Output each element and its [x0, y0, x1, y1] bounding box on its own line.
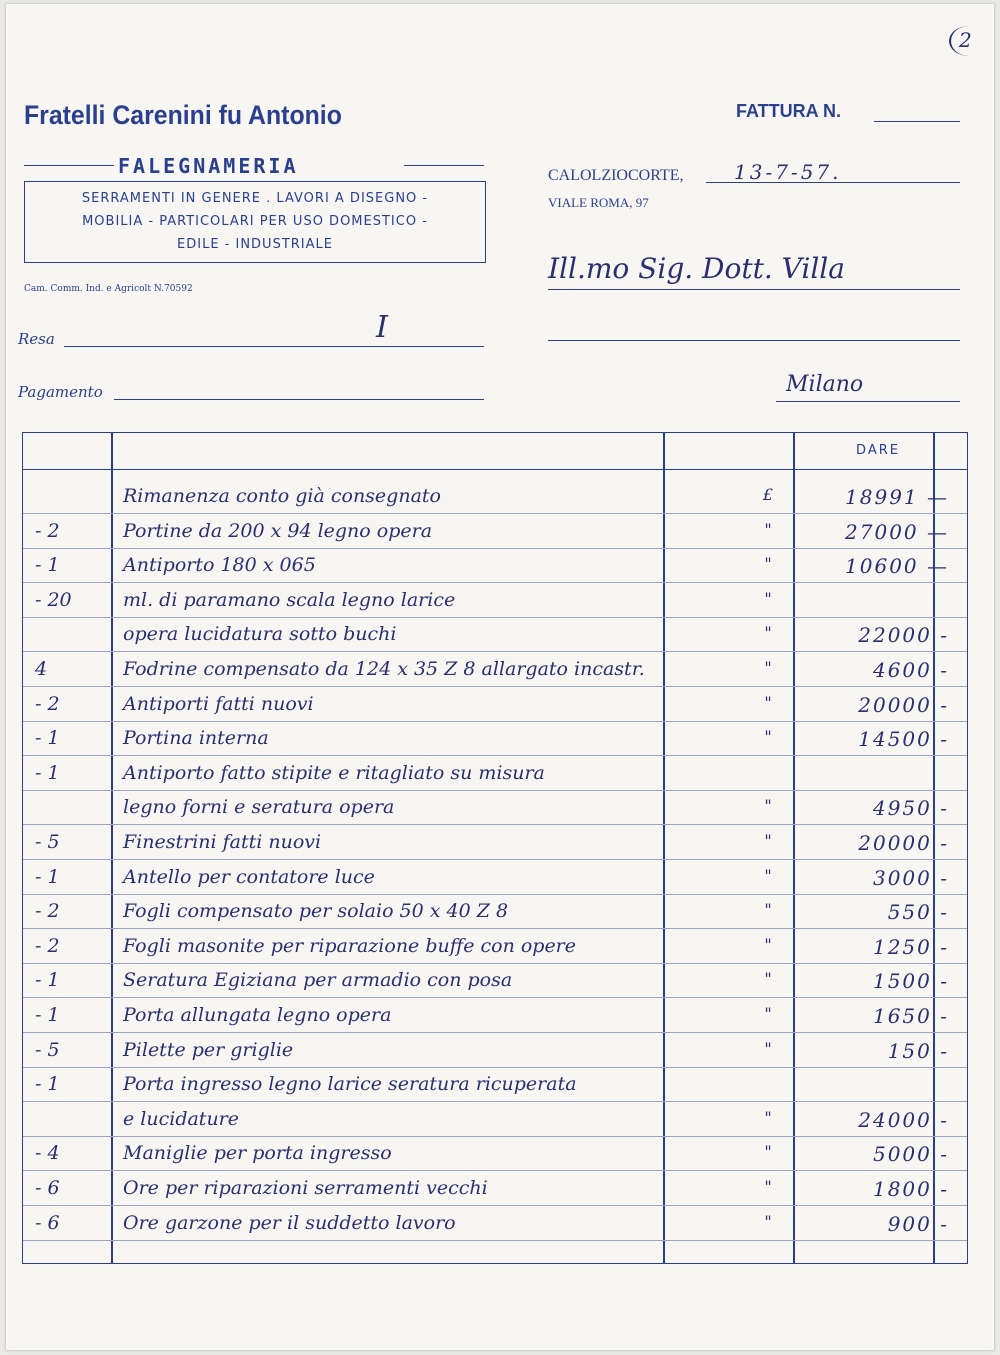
row-quantity: - 4: [35, 1142, 60, 1165]
table-row: [23, 1002, 967, 1036]
resa-value: I: [376, 310, 388, 345]
addressee: Ill.mo Sig. Dott. Villa: [548, 252, 845, 285]
row-rule: [23, 548, 967, 549]
row-quantity: - 5: [35, 831, 60, 853]
row-quantity: - 2: [35, 934, 60, 957]
row-amount: 20000 -: [858, 692, 949, 717]
row-description: Pilette per griglie: [123, 1038, 294, 1061]
table-row: [23, 1106, 967, 1140]
table-row: [23, 829, 967, 863]
row-rule: [23, 1205, 967, 1206]
table-row: [23, 794, 967, 828]
services-line: EDILE - INDUSTRIALE: [177, 237, 333, 252]
row-currency: ": [764, 623, 772, 643]
row-quantity: - 1: [35, 1004, 60, 1026]
row-rule: [23, 790, 967, 791]
row-amount: 20000 -: [858, 831, 949, 855]
row-description: Antiporto fatto stipite e ritagliato su misura: [123, 761, 545, 784]
table-row: [23, 552, 967, 586]
table-row: [23, 933, 967, 967]
services-line: MOBILIA - PARTICOLARI PER USO DOMESTICO -: [82, 214, 428, 229]
row-currency: ": [764, 1142, 772, 1162]
row-quantity: - 1: [35, 554, 60, 577]
row-rule: [23, 582, 967, 583]
row-quantity: - 6: [35, 1177, 60, 1199]
row-description: Porta allungata legno opera: [123, 1004, 392, 1026]
row-amount: 150 -: [887, 1038, 949, 1063]
table-row: [23, 1175, 967, 1209]
row-rule: [23, 651, 967, 652]
row-description: Antiporti fatti nuovi: [123, 692, 314, 715]
row-description: Antiporto 180 x 065: [123, 554, 316, 577]
row-amount: 4600 -: [872, 658, 949, 682]
row-description: Ore per riparazioni serramenti vecchi: [123, 1177, 488, 1199]
row-currency: ": [764, 519, 772, 539]
row-rule: [23, 686, 967, 687]
row-currency: ": [764, 1107, 772, 1127]
row-amount: 550 -: [887, 900, 949, 925]
table-row: [23, 691, 967, 725]
row-amount: 3000 -: [872, 865, 949, 890]
row-description: Maniglie per porta ingresso: [123, 1142, 392, 1165]
row-rule: [23, 1170, 967, 1171]
row-rule: [23, 894, 967, 895]
invoice-date: 13-7-57.: [734, 160, 842, 184]
row-description: Ore garzone per il suddetto lavoro: [123, 1211, 456, 1234]
row-amount: 27000 —: [845, 519, 949, 544]
row-description: Fodrine compensato da 124 x 35 Z 8 allargato incastr.: [123, 658, 645, 680]
row-quantity: - 2: [35, 692, 60, 715]
row-currency: ": [764, 658, 772, 677]
divider: [24, 165, 114, 166]
table-row: [23, 518, 967, 552]
row-currency: ": [764, 554, 772, 574]
divider: [404, 165, 484, 166]
destination-city: Milano: [786, 372, 864, 397]
table-row: [23, 864, 967, 898]
invoice-number-line: [874, 121, 960, 122]
row-currency: ": [764, 900, 772, 920]
row-quantity: - 2: [35, 519, 60, 542]
row-amount: 10600 —: [845, 554, 949, 579]
row-quantity: - 5: [35, 1038, 60, 1061]
row-quantity: - 1: [35, 727, 60, 750]
addressee-line: [548, 289, 960, 290]
items-table: [22, 432, 968, 1264]
row-rule: [23, 824, 967, 825]
row-rule: [23, 617, 967, 618]
row-amount: 1250 -: [872, 934, 949, 959]
pagamento-line: [114, 399, 484, 400]
row-currency: ": [764, 796, 772, 816]
row-rule: [23, 513, 967, 514]
row-rule: [23, 1240, 967, 1241]
row-rule: [23, 1067, 967, 1068]
row-currency: ": [764, 727, 772, 747]
row-rule: [23, 859, 967, 860]
row-amount: 18991 —: [845, 485, 949, 509]
row-description: Porta ingresso legno larice seratura ricuperata: [123, 1073, 577, 1096]
table-row: [23, 1037, 967, 1071]
row-description: Antello per contatore luce: [123, 865, 375, 888]
invoice-title: FATTURA N.: [736, 101, 841, 121]
table-row: [23, 760, 967, 794]
services-line: SERRAMENTI IN GENERE . LAVORI A DISEGNO -: [81, 191, 429, 206]
row-currency: ": [764, 1211, 772, 1231]
table-row: [23, 587, 967, 621]
row-description: Fogli compensato per solaio 50 x 40 Z 8: [123, 900, 509, 923]
row-quantity: - 2: [35, 900, 60, 923]
row-quantity: - 20: [35, 588, 72, 611]
row-description: Portina interna: [123, 727, 269, 750]
row-amount: 4950 -: [872, 796, 949, 821]
row-amount: 1800 -: [872, 1177, 949, 1201]
row-currency: ": [764, 1177, 772, 1196]
row-currency: £: [762, 485, 774, 504]
row-rule: [23, 755, 967, 756]
row-description: Seratura Egiziana per armadio con posa: [123, 969, 513, 992]
table-row: [23, 725, 967, 759]
table-row: [23, 898, 967, 932]
row-currency: ": [764, 865, 772, 885]
trade-title: FALEGNAMERIA: [118, 154, 299, 178]
row-description: Rimanenza conto già consegnato: [123, 485, 441, 507]
row-rule: [23, 1032, 967, 1033]
invoice-sheet: [6, 4, 994, 1350]
row-rule: [23, 721, 967, 722]
row-quantity: - 1: [35, 1073, 60, 1096]
row-description: Finestrini fatti nuovi: [123, 831, 322, 853]
row-quantity: - 1: [35, 969, 60, 992]
row-currency: ": [764, 831, 772, 850]
row-currency: ": [764, 1038, 772, 1058]
destination-line: [776, 401, 960, 402]
table-row: [23, 1140, 967, 1174]
registration-number: Cam. Comm. Ind. e Agricolt N.70592: [24, 284, 193, 294]
street-address: VIALE ROMA, 97: [548, 195, 649, 210]
row-description: ml. di paramano scala legno larice: [123, 588, 456, 611]
row-description: legno forni e seratura opera: [123, 796, 395, 819]
resa-label: Resa: [18, 330, 55, 348]
table-row: [23, 656, 967, 690]
row-amount: 1650 -: [872, 1004, 949, 1028]
row-currency: ": [764, 1004, 772, 1023]
table-row: [23, 483, 967, 517]
services-box: [24, 181, 486, 263]
addressee-line: [548, 340, 960, 341]
table-row: [23, 1210, 967, 1244]
pagamento-label: Pagamento: [18, 383, 103, 401]
resa-line: [64, 346, 484, 347]
city-label: CALOLZIOCORTE,: [548, 167, 684, 184]
page-number: 2: [949, 26, 989, 56]
table-row: [23, 621, 967, 655]
row-rule: [23, 997, 967, 998]
row-rule: [23, 1136, 967, 1137]
row-description: Portine da 200 x 94 legno opera: [123, 519, 433, 542]
company-name: Fratelli Carenini fu Antonio: [24, 100, 342, 130]
header-rule: [23, 469, 967, 470]
row-quantity: - 1: [35, 865, 60, 888]
row-amount: 1500 -: [872, 969, 949, 994]
row-currency: ": [764, 969, 772, 989]
row-rule: [23, 963, 967, 964]
row-description: Fogli masonite per riparazione buffe con opere: [123, 934, 577, 957]
row-quantity: - 1: [35, 761, 60, 784]
row-currency: ": [764, 588, 772, 608]
row-description: opera lucidatura sotto buchi: [123, 623, 397, 646]
row-currency: ": [764, 934, 772, 954]
row-quantity: 4: [35, 658, 48, 680]
table-row: [23, 1071, 967, 1105]
row-description: e lucidature: [123, 1107, 240, 1130]
row-quantity: - 6: [35, 1211, 60, 1234]
row-amount: 22000 -: [858, 623, 949, 648]
row-currency: ": [764, 692, 772, 712]
table-row: [23, 967, 967, 1001]
row-rule: [23, 1101, 967, 1102]
row-amount: 5000 -: [872, 1142, 949, 1167]
dare-header: DARE: [856, 443, 900, 458]
row-amount: 14500 -: [858, 727, 949, 752]
row-rule: [23, 928, 967, 929]
row-amount: 900 -: [887, 1211, 949, 1236]
row-amount: 24000 -: [858, 1107, 949, 1132]
